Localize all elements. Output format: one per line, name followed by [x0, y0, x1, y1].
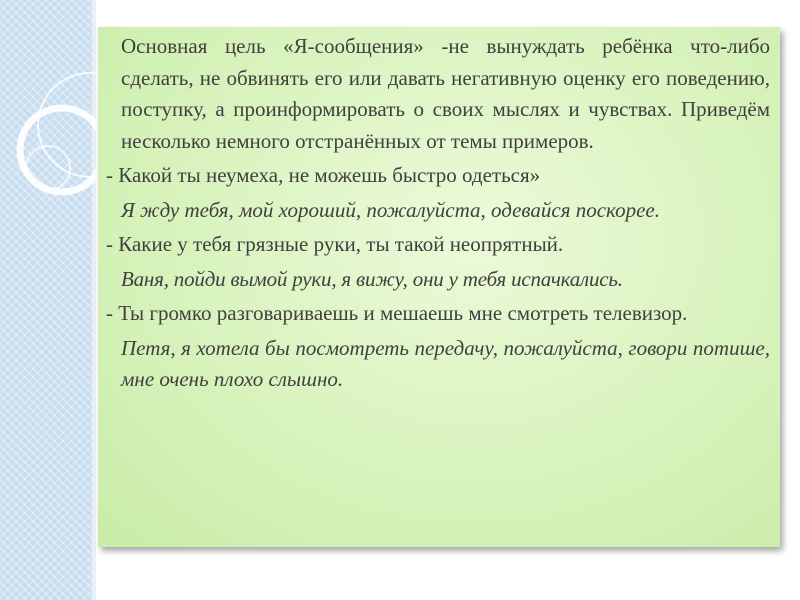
intro-paragraph: Основная цель «Я-сообщения» -не вынуждать ребёнка что-либо сделать, не обвинять его или давать негативную оценку его поведению, поступку, а проинформировать о своих мыслях и чувствах. Приведём несколько немного отстранённых от темы примеров. — [121, 34, 770, 153]
example-answer-1: Я жду тебя, мой хороший, пожалуйста, одевайся поскорее. — [121, 197, 660, 222]
example-answer-3: Петя, я хотела бы посмотреть передачу, пожалуйста, говори потише, мне очень плохо слышно. — [121, 335, 770, 391]
example-phrase-3: - Ты громко разговариваешь и мешаешь мне смотреть телевизор. — [106, 301, 688, 325]
example-phrase-1: - Какой ты неумеха, не можешь быстро одеться» — [106, 163, 541, 187]
example-answer-2: Ваня, пойди вымой руки, я вижу, они у тебя испачкались. — [121, 266, 623, 291]
example-phrase-2: - Какие у тебя грязные руки, ты такой неопрятный. — [106, 232, 564, 256]
slide-text — [106, 31, 770, 396]
